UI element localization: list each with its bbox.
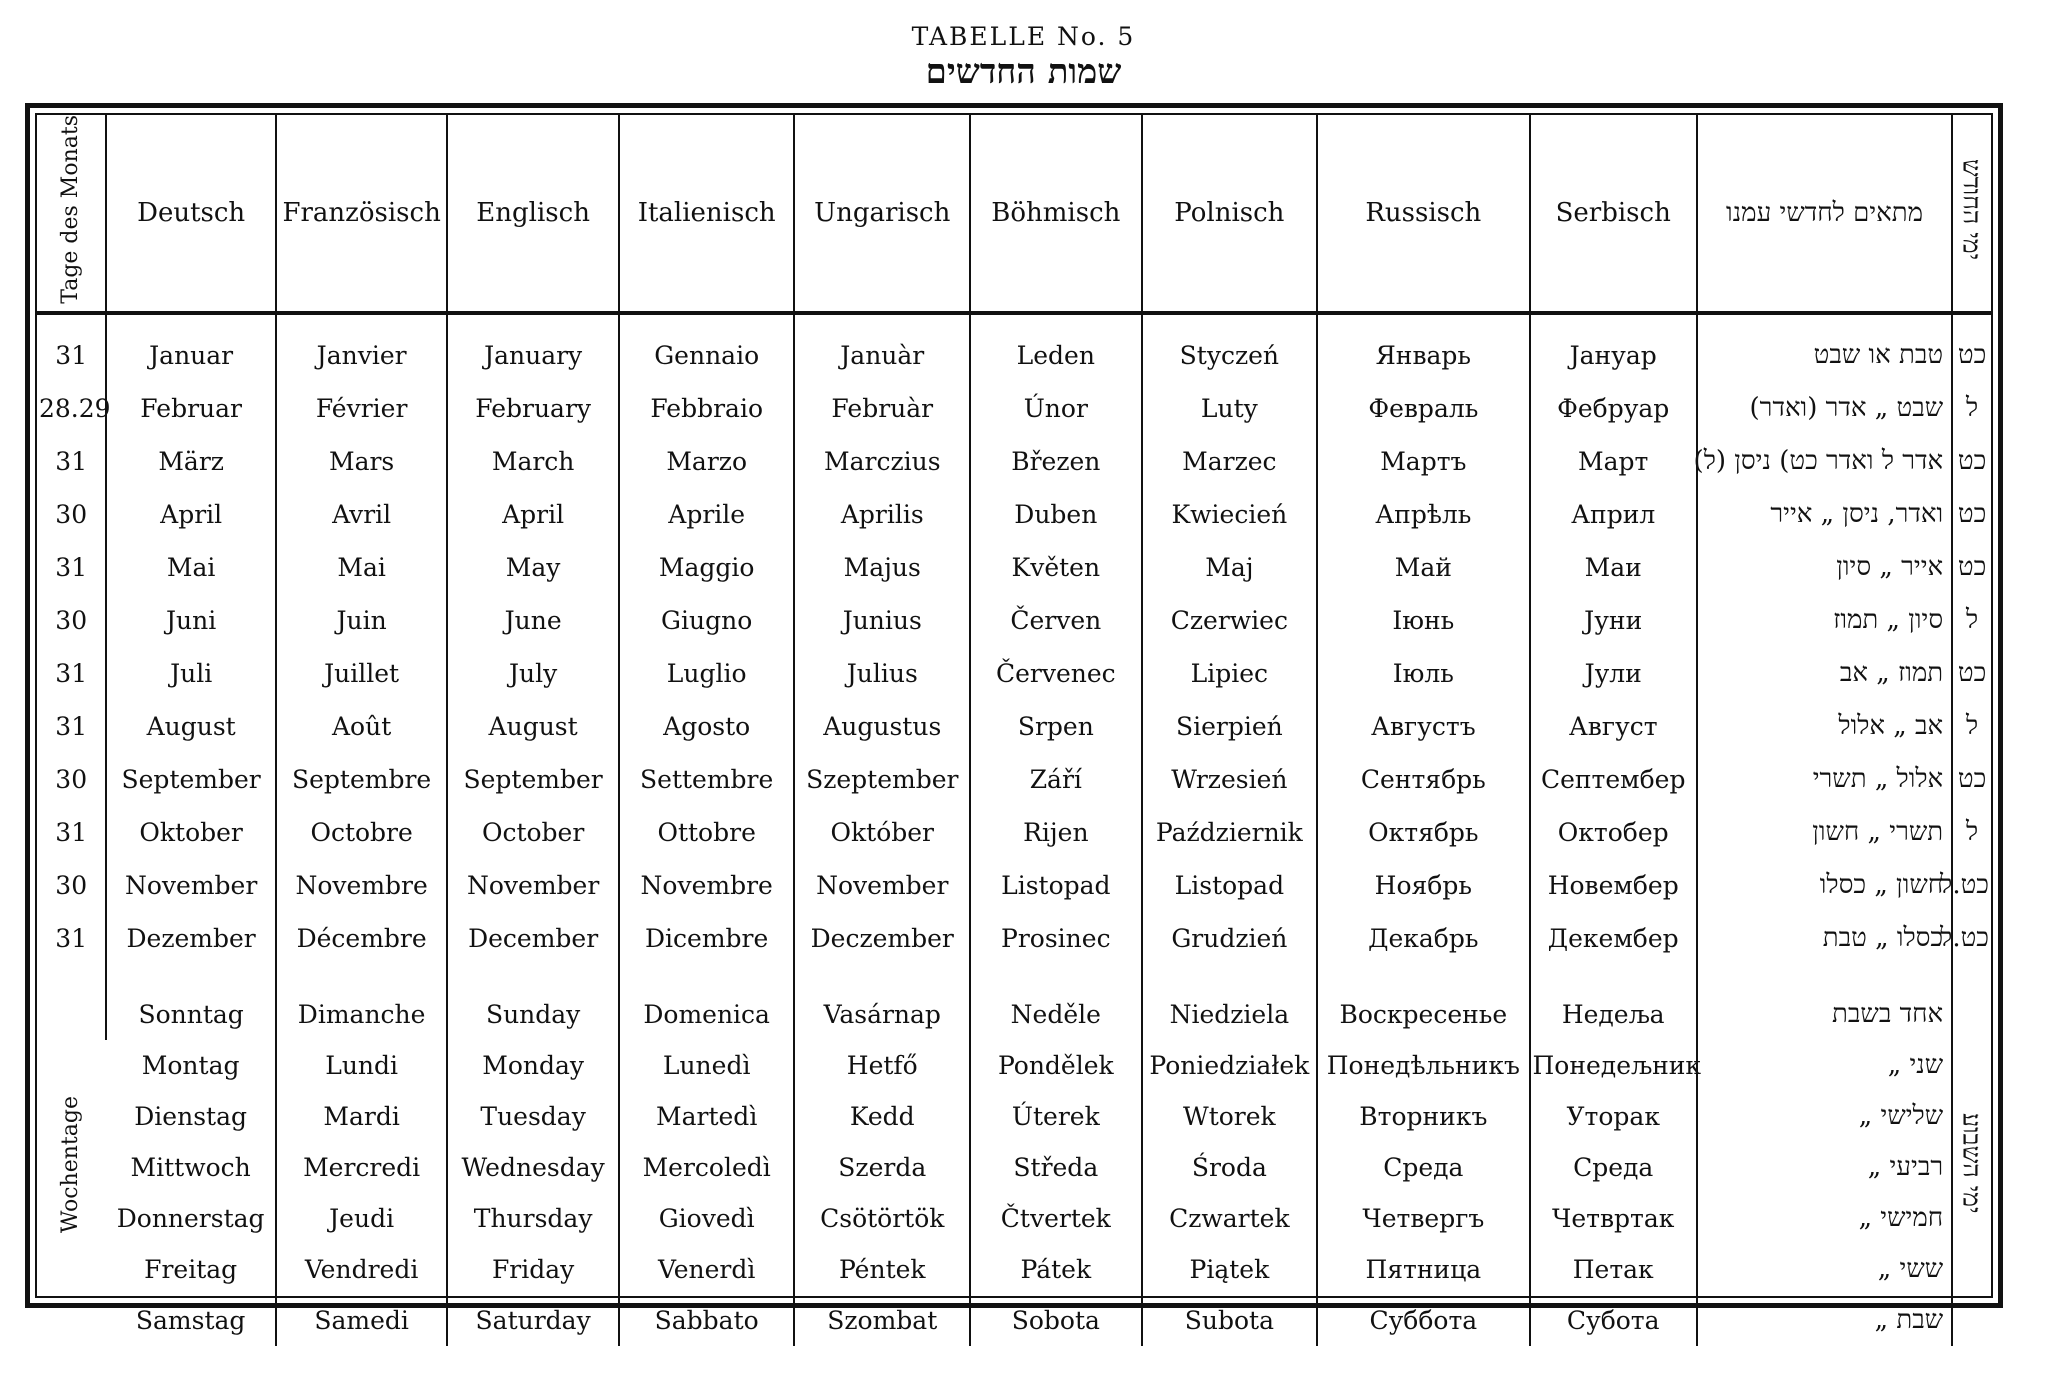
month-cell-fr: Juillet xyxy=(276,647,448,700)
weekday-cell-hu: Vasárnap xyxy=(794,965,970,1040)
month-cell-pl: Luty xyxy=(1142,382,1318,435)
weekday-cell-sr: Среда xyxy=(1530,1142,1697,1193)
header-days: Tage des Monats xyxy=(37,115,106,313)
weekday-cell-fr: Lundi xyxy=(276,1040,448,1091)
month-cell-fr: Novembre xyxy=(276,859,448,912)
month-cell-it: Settembre xyxy=(619,753,795,806)
month-cell-fr: Janvier xyxy=(276,313,448,382)
month-cell-en: February xyxy=(447,382,619,435)
weekday-cell-it: Mercoledì xyxy=(619,1142,795,1193)
month-cell-ru: Май xyxy=(1317,541,1529,594)
days-cell: 31 xyxy=(55,923,88,953)
month-cell-hu: November xyxy=(794,859,970,912)
month-cell-fr: Décembre xyxy=(276,912,448,965)
header-russisch: Russisch xyxy=(1317,115,1529,313)
month-cell-pl: Maj xyxy=(1142,541,1318,594)
month-cell-hu: Szeptember xyxy=(794,753,970,806)
month-cell-fr: Février xyxy=(276,382,448,435)
days-cell: 30 xyxy=(55,605,88,635)
month-cell-pl: Lipiec xyxy=(1142,647,1318,700)
weekday-row xyxy=(37,1244,1991,1295)
hebrew-days-cell: כט xyxy=(1952,753,1991,806)
month-cell-hebrew: שבט „ אדר (ואדר) xyxy=(1697,382,1952,435)
weekdays-hebrew-label-cell: ימי השבוע xyxy=(1952,965,1991,1346)
month-row xyxy=(37,859,1991,912)
weekday-cell-de: Freitag xyxy=(144,1254,238,1284)
header-italienisch: Italienisch xyxy=(619,115,795,313)
weekday-cell-pl: Poniedziałek xyxy=(1142,1040,1318,1091)
hebrew-days-cell: ל xyxy=(1952,700,1991,753)
month-cell-pl: Kwiecień xyxy=(1142,488,1318,541)
month-cell-de: Januar xyxy=(106,313,275,382)
month-cell-en: March xyxy=(447,435,619,488)
header-boehmisch: Böhmisch xyxy=(970,115,1142,313)
weekday-cell-ru: Пятница xyxy=(1317,1244,1529,1295)
weekday-cell-fr: Vendredi xyxy=(276,1244,448,1295)
month-cell-de: Oktober xyxy=(106,806,275,859)
month-cell-cs: Únor xyxy=(970,382,1142,435)
month-cell-ru: Мартъ xyxy=(1317,435,1529,488)
month-cell-ru: Іюнь xyxy=(1317,594,1529,647)
weekday-cell-en: Friday xyxy=(447,1244,619,1295)
weekday-cell-hu: Szerda xyxy=(794,1142,970,1193)
month-cell-hu: Majus xyxy=(794,541,970,594)
month-cell-de: April xyxy=(106,488,275,541)
weekday-cell-cs: Neděle xyxy=(970,965,1142,1040)
days-cell: 31 xyxy=(55,446,88,476)
weekday-cell-en: Thursday xyxy=(447,1193,619,1244)
month-cell-hu: Marczius xyxy=(794,435,970,488)
month-cell-pl: Styczeń xyxy=(1142,313,1318,382)
month-cell-hebrew: אדר ל ואדר כט) ניסן (ל) xyxy=(1697,435,1952,488)
month-cell-pl: Czerwiec xyxy=(1142,594,1318,647)
weekday-cell-it: Sabbato xyxy=(619,1295,795,1346)
weekday-cell-hebrew: ששי „ xyxy=(1697,1244,1952,1295)
weekday-row xyxy=(37,965,1991,1040)
month-cell-hebrew: חשון „ כסלו xyxy=(1697,859,1952,912)
header-polnisch: Polnisch xyxy=(1142,115,1318,313)
weekday-cell-hu: Csötörtök xyxy=(794,1193,970,1244)
month-cell-it: Novembre xyxy=(619,859,795,912)
hebrew-days-cell: כט xyxy=(1952,435,1991,488)
weekday-cell-it: Domenica xyxy=(619,965,795,1040)
month-cell-pl: Sierpień xyxy=(1142,700,1318,753)
month-cell-hebrew: אייר „ סיון xyxy=(1697,541,1952,594)
month-cell-sr: Август xyxy=(1530,700,1697,753)
days-cell: 31 xyxy=(55,340,88,370)
weekday-cell-de: Mittwoch xyxy=(130,1152,251,1182)
weekday-cell-it: Martedì xyxy=(619,1091,795,1142)
month-cell-ru: Октябрь xyxy=(1317,806,1529,859)
weekday-cell-ru: Понедѣльникъ xyxy=(1317,1040,1529,1091)
weekday-row xyxy=(37,1295,1991,1346)
month-cell-sr: Јануар xyxy=(1530,313,1697,382)
month-cell-fr: Avril xyxy=(276,488,448,541)
month-cell-sr: Маи xyxy=(1530,541,1697,594)
weekday-cell-fr: Jeudi xyxy=(276,1193,448,1244)
header-hebrew: מתאים לחדשי עמנו xyxy=(1697,115,1952,313)
header-deutsch: Deutsch xyxy=(106,115,275,313)
weekday-cell-ru: Среда xyxy=(1317,1142,1529,1193)
weekday-cell-it: Lunedì xyxy=(619,1040,795,1091)
month-cell-de: Mai xyxy=(106,541,275,594)
month-cell-it: Agosto xyxy=(619,700,795,753)
month-cell-sr: Октобер xyxy=(1530,806,1697,859)
month-cell-fr: Juin xyxy=(276,594,448,647)
month-cell-cs: Září xyxy=(970,753,1142,806)
weekday-cell-sr: Субота xyxy=(1530,1295,1697,1346)
days-cell: 30 xyxy=(55,764,88,794)
weekday-cell-pl: Subota xyxy=(1142,1295,1318,1346)
month-cell-cs: Srpen xyxy=(970,700,1142,753)
weekday-cell-pl: Czwartek xyxy=(1142,1193,1318,1244)
weekday-cell-hebrew: אחד בשבת xyxy=(1697,965,1952,1040)
month-cell-de: März xyxy=(106,435,275,488)
weekday-cell-hebrew: שני „ xyxy=(1697,1040,1952,1091)
month-cell-ru: Ноябрь xyxy=(1317,859,1529,912)
weekday-cell-de: Sonntag xyxy=(106,965,275,1040)
month-row xyxy=(37,594,1991,647)
weekday-cell-hu: Kedd xyxy=(794,1091,970,1142)
month-cell-en: May xyxy=(447,541,619,594)
month-cell-cs: Březen xyxy=(970,435,1142,488)
month-cell-ru: Августъ xyxy=(1317,700,1529,753)
weekday-cell-sr: Понедељник xyxy=(1530,1040,1697,1091)
month-cell-sr: Септембер xyxy=(1530,753,1697,806)
month-cell-fr: Septembre xyxy=(276,753,448,806)
weekday-cell-cs: Úterek xyxy=(970,1091,1142,1142)
month-cell-fr: Octobre xyxy=(276,806,448,859)
weekday-cell-de: Donnerstag xyxy=(116,1203,265,1233)
table-title: TABELLE No. 5 xyxy=(911,22,1136,51)
month-cell-sr: Новембер xyxy=(1530,859,1697,912)
month-cell-sr: Април xyxy=(1530,488,1697,541)
month-cell-de: Juni xyxy=(106,594,275,647)
weekday-cell-cs: Pondělek xyxy=(970,1040,1142,1091)
weekday-cell-sr: Недеља xyxy=(1530,965,1697,1040)
weekday-cell-pl: Piątek xyxy=(1142,1244,1318,1295)
month-cell-it: Aprile xyxy=(619,488,795,541)
month-cell-hebrew: ואדר, ניסן „ אייר xyxy=(1697,488,1952,541)
month-cell-hebrew: סיון „ תמוז xyxy=(1697,594,1952,647)
month-cell-cs: Listopad xyxy=(970,859,1142,912)
month-cell-sr: Фебруар xyxy=(1530,382,1697,435)
month-cell-hebrew: תשרי „ חשון xyxy=(1697,806,1952,859)
header-ungarisch: Ungarisch xyxy=(794,115,970,313)
weekday-cell-sr: Петак xyxy=(1530,1244,1697,1295)
month-cell-hebrew: אלול „ תשרי xyxy=(1697,753,1952,806)
days-cell: 28.29 xyxy=(39,393,111,423)
weekday-cell-cs: Pátek xyxy=(970,1244,1142,1295)
month-cell-sr: Јули xyxy=(1530,647,1697,700)
month-cell-en: October xyxy=(447,806,619,859)
weekday-cell-hebrew: שלישי „ xyxy=(1697,1091,1952,1142)
weekday-cell-cs: Čtvertek xyxy=(970,1193,1142,1244)
month-cell-en: September xyxy=(447,753,619,806)
days-cell: 30 xyxy=(55,499,88,529)
month-cell-it: Luglio xyxy=(619,647,795,700)
weekday-cell-en: Sunday xyxy=(447,965,619,1040)
month-cell-de: November xyxy=(106,859,275,912)
month-cell-it: Giugno xyxy=(619,594,795,647)
weekday-cell-de: Dienstag xyxy=(134,1101,247,1131)
month-row xyxy=(37,806,1991,859)
hebrew-days-cell: כט xyxy=(1952,313,1991,382)
weekday-cell-sr: Четвртак xyxy=(1530,1193,1697,1244)
month-cell-de: Februar xyxy=(106,382,275,435)
month-cell-hu: Julius xyxy=(794,647,970,700)
month-row xyxy=(37,313,1991,382)
weekday-cell-pl: Niedziela xyxy=(1142,965,1318,1040)
month-cell-sr: Јуни xyxy=(1530,594,1697,647)
weekday-cell-cs: Středa xyxy=(970,1142,1142,1193)
weekday-cell-cs: Sobota xyxy=(970,1295,1142,1346)
month-cell-ru: Январь xyxy=(1317,313,1529,382)
month-cell-hebrew: תמוז „ אב xyxy=(1697,647,1952,700)
month-row xyxy=(37,382,1991,435)
weekday-cell-en: Tuesday xyxy=(447,1091,619,1142)
weekday-cell-hebrew: חמישי „ xyxy=(1697,1193,1952,1244)
month-row xyxy=(37,435,1991,488)
month-cell-cs: Prosinec xyxy=(970,912,1142,965)
weekday-cell-hu: Hetfő xyxy=(794,1040,970,1091)
days-cell: 31 xyxy=(55,817,88,847)
month-cell-hebrew: טבת או שבט xyxy=(1697,313,1952,382)
header-franzoesisch: Französisch xyxy=(276,115,448,313)
month-cell-pl: Październik xyxy=(1142,806,1318,859)
weekday-row xyxy=(37,1193,1991,1244)
month-cell-ru: Февраль xyxy=(1317,382,1529,435)
header-serbisch: Serbisch xyxy=(1530,115,1697,313)
month-cell-ru: Іюль xyxy=(1317,647,1529,700)
days-cell: 30 xyxy=(55,870,88,900)
month-cell-de: August xyxy=(106,700,275,753)
month-cell-it: Marzo xyxy=(619,435,795,488)
month-cell-en: January xyxy=(447,313,619,382)
month-cell-it: Ottobre xyxy=(619,806,795,859)
month-cell-it: Febbraio xyxy=(619,382,795,435)
month-cell-de: Juli xyxy=(106,647,275,700)
weekday-cell-hu: Péntek xyxy=(794,1244,970,1295)
weekday-row xyxy=(37,1142,1991,1193)
weekday-cell-en: Monday xyxy=(447,1040,619,1091)
month-cell-hu: Februàr xyxy=(794,382,970,435)
month-cell-ru: Декабрь xyxy=(1317,912,1529,965)
weekday-cell-ru: Воскресенье xyxy=(1317,965,1529,1040)
month-cell-pl: Grudzień xyxy=(1142,912,1318,965)
month-row xyxy=(37,541,1991,594)
weekday-row xyxy=(37,1040,1991,1091)
month-cell-cs: Červenec xyxy=(970,647,1142,700)
month-row xyxy=(37,488,1991,541)
weekday-cell-hebrew: שבת „ xyxy=(1697,1295,1952,1346)
month-cell-hebrew: כסלו „ טבת xyxy=(1697,912,1952,965)
weekdays-label-cell: Wochentage xyxy=(58,1095,84,1233)
hebrew-days-cell: כט.ל xyxy=(1952,859,1991,912)
weekday-cell-pl: Wtorek xyxy=(1142,1091,1318,1142)
month-cell-sr: Декембер xyxy=(1530,912,1697,965)
month-cell-hebrew: אב „ אלול xyxy=(1697,700,1952,753)
hebrew-days-cell: ל xyxy=(1952,594,1991,647)
weekday-cell-it: Venerdì xyxy=(619,1244,795,1295)
month-cell-hu: Junius xyxy=(794,594,970,647)
table-subtitle-hebrew: שמות החדשים xyxy=(925,52,1122,92)
weekday-cell-pl: Środa xyxy=(1142,1142,1318,1193)
weekday-row xyxy=(37,1091,1991,1142)
weekday-cell-fr: Mardi xyxy=(276,1091,448,1142)
month-cell-de: September xyxy=(106,753,275,806)
month-cell-en: December xyxy=(447,912,619,965)
weekday-cell-ru: Вторникъ xyxy=(1317,1091,1529,1142)
month-cell-en: August xyxy=(447,700,619,753)
month-cell-sr: Март xyxy=(1530,435,1697,488)
month-row xyxy=(37,700,1991,753)
month-cell-ru: Апрѣль xyxy=(1317,488,1529,541)
month-cell-en: April xyxy=(447,488,619,541)
month-cell-pl: Wrzesień xyxy=(1142,753,1318,806)
header-row xyxy=(37,115,1991,313)
month-cell-it: Gennaio xyxy=(619,313,795,382)
month-cell-de: Dezember xyxy=(106,912,275,965)
month-cell-pl: Marzec xyxy=(1142,435,1318,488)
hebrew-days-cell: כט xyxy=(1952,541,1991,594)
header-englisch: Englisch xyxy=(447,115,619,313)
weekday-cell-it: Giovedì xyxy=(619,1193,795,1244)
month-cell-it: Maggio xyxy=(619,541,795,594)
month-cell-en: July xyxy=(447,647,619,700)
month-cell-pl: Listopad xyxy=(1142,859,1318,912)
weekday-cell-sr: Уторак xyxy=(1530,1091,1697,1142)
month-names-table xyxy=(37,115,1991,1346)
month-cell-cs: Květen xyxy=(970,541,1142,594)
weekday-cell-fr: Dimanche xyxy=(276,965,448,1040)
weekday-cell-fr: Mercredi xyxy=(276,1142,448,1193)
days-cell: 31 xyxy=(55,711,88,741)
month-cell-hu: Augustus xyxy=(794,700,970,753)
header-hebrew-days: ימי החודש xyxy=(1952,115,1991,313)
month-cell-cs: Duben xyxy=(970,488,1142,541)
month-cell-fr: Mai xyxy=(276,541,448,594)
month-cell-fr: Mars xyxy=(276,435,448,488)
weekday-cell-ru: Четвергъ xyxy=(1317,1193,1529,1244)
month-row xyxy=(37,912,1991,965)
weekday-cell-ru: Суббота xyxy=(1317,1295,1529,1346)
days-cell: 31 xyxy=(55,552,88,582)
hebrew-days-cell: כט xyxy=(1952,647,1991,700)
month-row xyxy=(37,647,1991,700)
weekday-cell-hebrew: רביעי „ xyxy=(1697,1142,1952,1193)
hebrew-days-cell: כט xyxy=(1952,488,1991,541)
weekday-cell-fr: Samedi xyxy=(276,1295,448,1346)
month-cell-hu: Október xyxy=(794,806,970,859)
hebrew-days-cell: כט.ל xyxy=(1952,912,1991,965)
weekday-cell-de: Samstag xyxy=(135,1305,246,1335)
month-cell-hu: Aprilis xyxy=(794,488,970,541)
month-cell-cs: Rijen xyxy=(970,806,1142,859)
month-cell-hu: Januàr xyxy=(794,313,970,382)
month-cell-cs: Červen xyxy=(970,594,1142,647)
month-cell-fr: Août xyxy=(276,700,448,753)
weekday-cell-en: Wednesday xyxy=(447,1142,619,1193)
weekday-cell-de: Montag xyxy=(141,1050,240,1080)
month-cell-en: June xyxy=(447,594,619,647)
month-cell-cs: Leden xyxy=(970,313,1142,382)
hebrew-days-cell: ל xyxy=(1952,382,1991,435)
weekday-cell-en: Saturday xyxy=(447,1295,619,1346)
days-cell: 31 xyxy=(55,658,88,688)
month-cell-ru: Сентябрь xyxy=(1317,753,1529,806)
month-cell-hu: Deczember xyxy=(794,912,970,965)
month-cell-it: Dicembre xyxy=(619,912,795,965)
hebrew-days-cell: ל xyxy=(1952,806,1991,859)
month-cell-en: November xyxy=(447,859,619,912)
weekday-cell-hu: Szombat xyxy=(794,1295,970,1346)
month-row xyxy=(37,753,1991,806)
